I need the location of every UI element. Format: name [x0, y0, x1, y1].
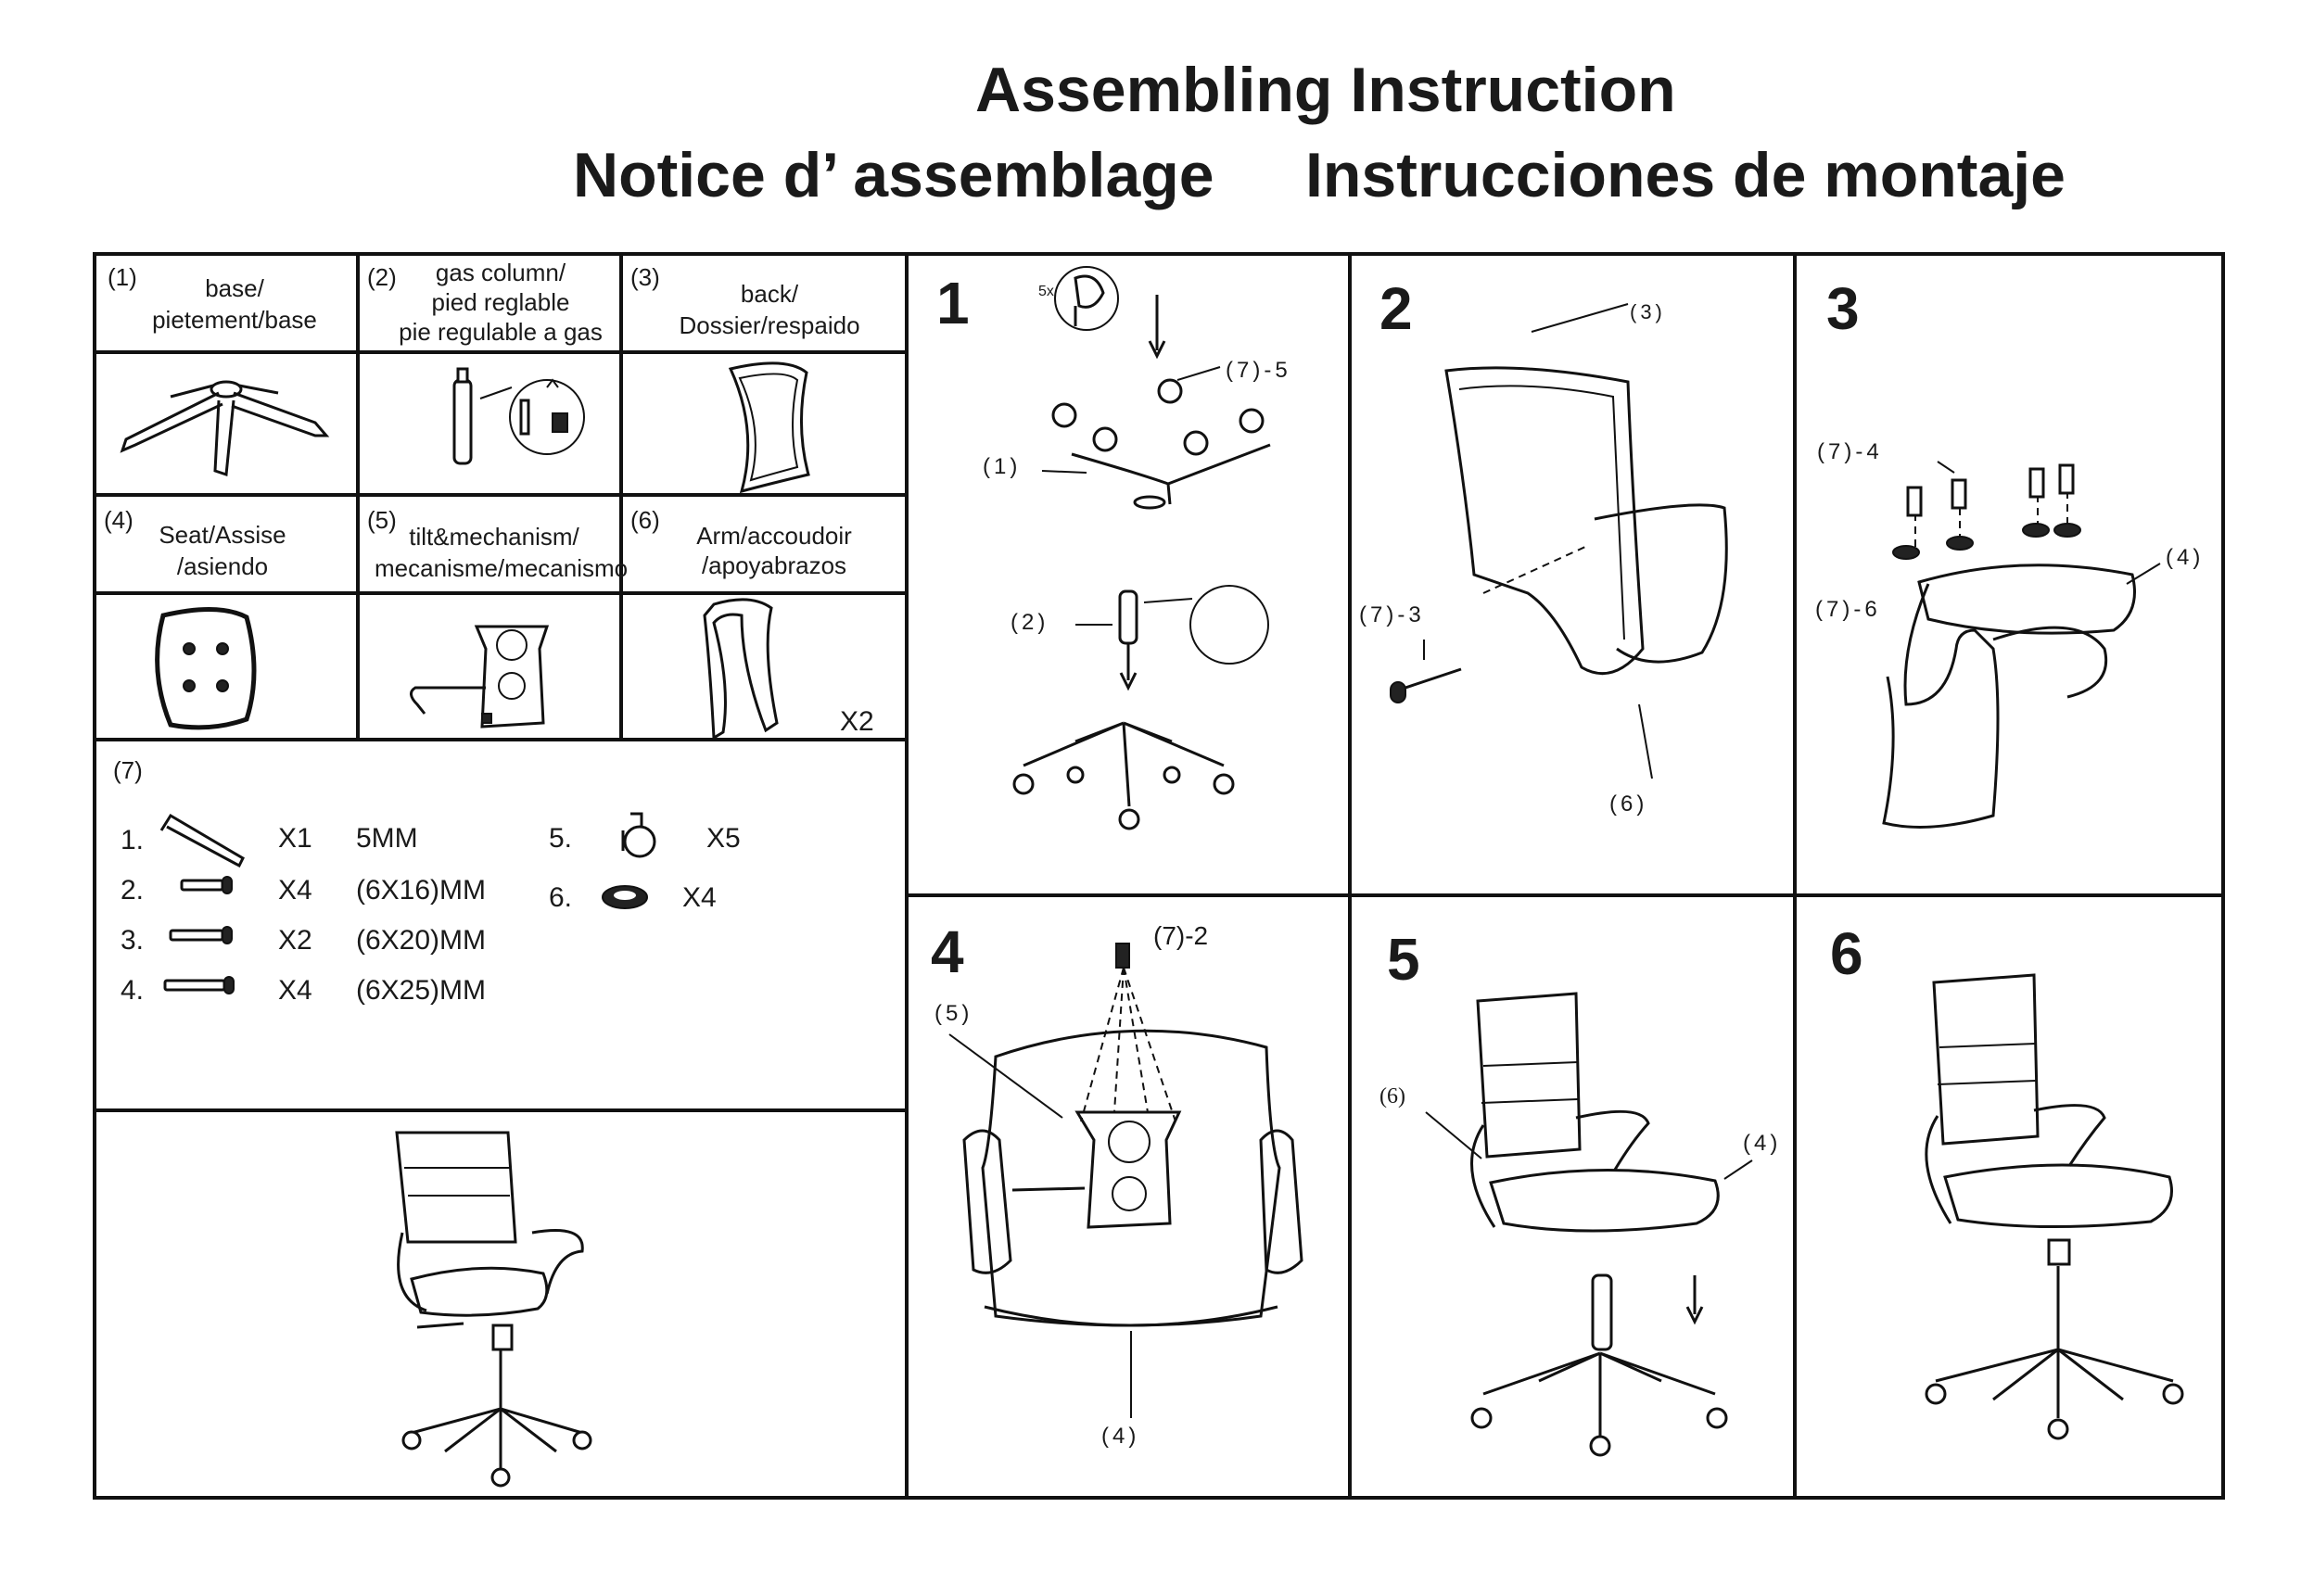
part-1-number: (1)	[108, 263, 137, 291]
part-3-name: back/ Dossier/respaido	[679, 280, 860, 339]
step-3-number: 3	[1826, 275, 1860, 342]
step-4-number: 4	[931, 918, 964, 985]
step4-callout-mechanism: (5)	[934, 1001, 973, 1026]
hardware-1-qty: X1	[278, 823, 312, 854]
step1-inset-label: 5x	[1038, 284, 1054, 299]
step4-callout-bolt: (7)-2	[1153, 921, 1209, 950]
part-6-name: Arm/accoudoir /apoyabrazos	[696, 522, 852, 579]
step-6-number: 6	[1830, 920, 1863, 987]
tilt-mechanism-icon	[411, 627, 547, 727]
step2-drawing	[1391, 304, 1726, 779]
hardware-group-number: (7)	[113, 756, 143, 784]
step3-callout-bolts: (7)-4	[1817, 439, 1883, 464]
part-5-name: tilt&mechanism/ mecanisme/mecanismo	[375, 523, 629, 582]
part-1-name: base/ pietement/base	[152, 274, 317, 334]
step2-callout-back: (3)	[1630, 300, 1666, 323]
step2-callout-arm: (6)	[1609, 792, 1648, 817]
gas-column-icon	[454, 369, 584, 463]
step4-callout-seat: (4)	[1101, 1424, 1140, 1449]
title-french: Notice d’ assemblage	[573, 140, 1214, 210]
hardware-4-qty: X4	[278, 975, 312, 1006]
step1-callout-gas-column: (2)	[1011, 610, 1049, 635]
bolt-20-icon	[171, 927, 232, 944]
hardware-5-index: 5.	[549, 823, 573, 854]
part-2-number: (2)	[367, 263, 397, 291]
part-2-name: gas column/ pied reglable pie regulable a gas	[399, 259, 603, 346]
step-1-number: 1	[936, 270, 970, 336]
seat-icon	[158, 609, 254, 727]
step-2-number: 2	[1379, 275, 1413, 342]
washer-icon	[603, 886, 647, 908]
step2-callout-screw: (7)-3	[1359, 602, 1425, 627]
hardware-4-size: (6X25)MM	[356, 975, 487, 1006]
step3-callout-seat: (4)	[2166, 545, 2205, 570]
hardware-3-size: (6X20)MM	[356, 925, 487, 956]
assembled-chair-drawing	[397, 1133, 591, 1486]
hardware-6-index: 6.	[549, 882, 573, 913]
base-icon	[122, 382, 326, 475]
part-6-number: (6)	[630, 506, 660, 534]
arm-icon	[705, 600, 777, 738]
back-icon	[731, 363, 808, 491]
step4-drawing	[949, 944, 1302, 1418]
hardware-5-qty: X5	[706, 823, 741, 854]
hardware-3-qty: X2	[278, 925, 312, 956]
part-4-number: (4)	[104, 506, 133, 534]
part-3-number: (3)	[630, 263, 660, 291]
title-spanish: Instrucciones de montaje	[1305, 140, 2066, 210]
part-5-number: (5)	[367, 506, 397, 534]
hardware-2-size: (6X16)MM	[356, 875, 487, 906]
step3-callout-washers: (7)-6	[1815, 597, 1881, 622]
hardware-4-index: 4.	[121, 975, 145, 1006]
hardware-2-index: 2.	[121, 875, 145, 906]
step3-drawing	[1884, 462, 2160, 828]
step-5-number: 5	[1387, 926, 1420, 993]
bolt-16-icon	[182, 877, 232, 893]
bolt-25-icon	[165, 977, 234, 994]
part-6-quantity: X2	[840, 706, 874, 737]
allen-key-icon	[161, 816, 243, 866]
step5-callout-arm: (6)	[1379, 1084, 1405, 1108]
hardware-3-index: 3.	[121, 925, 145, 956]
step6-drawing	[1926, 975, 2182, 1438]
hardware-1-index: 1.	[121, 825, 145, 855]
title-english: Assembling Instruction	[975, 55, 1676, 125]
hardware-1-size: 5MM	[356, 823, 418, 854]
step5-callout-seat: (4)	[1743, 1131, 1782, 1156]
step1-drawing	[1014, 267, 1270, 829]
step5-drawing	[1426, 994, 1752, 1455]
caster-icon	[623, 814, 655, 856]
step1-callout-base: (1)	[983, 454, 1022, 479]
part-4-name: Seat/Assise /asiendo	[159, 521, 286, 580]
hardware-6-qty: X4	[682, 882, 717, 913]
step1-callout-casters: (7)-5	[1226, 358, 1291, 383]
hardware-2-qty: X4	[278, 875, 312, 906]
